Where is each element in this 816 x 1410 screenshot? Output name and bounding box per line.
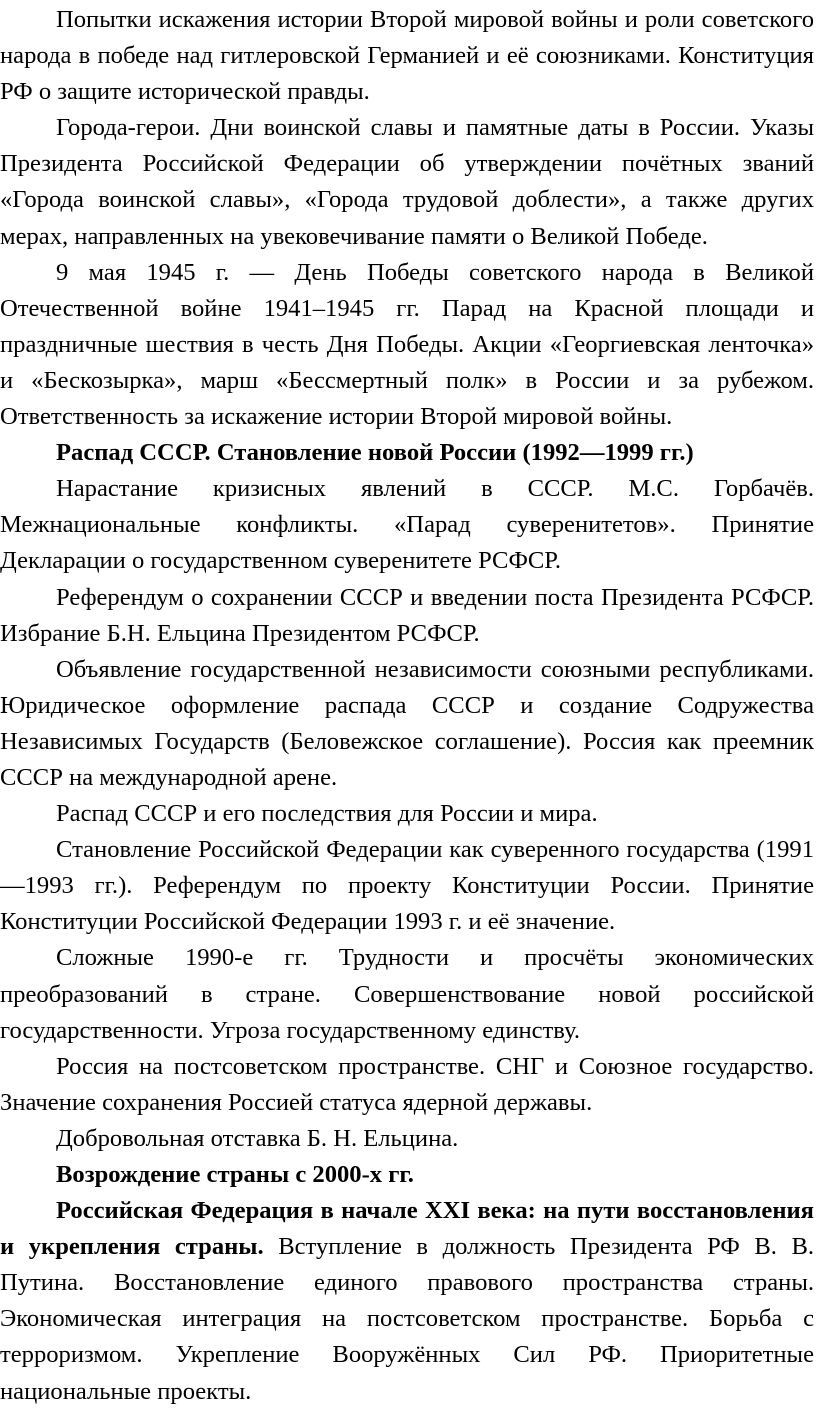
paragraph-yeltsin-resignation: Добровольная отставка Б. Н. Ельцина. [56, 1124, 459, 1152]
paragraph-21st-century [0, 1193, 814, 1410]
paragraph-collapse-consequences: Распад СССР и его последствия для России и мира. [56, 800, 598, 828]
paragraph-crisis-ussr: Нарастание кризисных явлений в СССР. М.С. Горбачёв. Межнациональные конфликты. «Парад суверенитетов». Принятие Декларации о государственном суверенитете РСФСР. [0, 475, 814, 575]
heading-ussr-collapse: Распад СССР. Становление новой России (1992—1999 гг.) [56, 439, 694, 467]
paragraph-wwii-distortion: Попытки искажения истории Второй мировой войны и роли советского народа в победе над гитлеровской Германией и её союзниками. Конституция РФ о защите исторической правды. [0, 6, 814, 106]
paragraph-difficult-1990s: Сложные 1990-е гг. Трудности и просчёты экономических преобразований в стране. Совершенствование новой российской государственности. Угроза государственному единству. [0, 944, 814, 1044]
paragraph-21st-century-body: Вступление в должность Президента РФ В. В. Путина. Восстановление единого правового пространства страны. Экономическая интеграция на постсоветском пространстве. Борьба с терроризмом. Укрепление Вооружённых Сил РФ. Приоритетные национальные проекты. [0, 1233, 814, 1405]
paragraph-21st-century-bold-lead: Российская Федерация в начале XXI века: на пути восстановления и укрепления страны. [0, 1197, 814, 1261]
paragraph-russian-federation: Становление Российской Федерации как суверенного государства (1991—1993 гг.). Референдум по проекту Конституции России. Принятие Конституции Российской Федерации 1993 г. и её значение. [0, 836, 814, 936]
heading-revival-2000s: Возрождение страны с 2000-х гг. [56, 1161, 414, 1188]
paragraph-independence: Объявление государственной независимости союзными республиками. Юридическое оформление распада СССР и создание Содружества Независимых Государств (Беловежское соглашение). Россия как преемник СССР на международной арене. [0, 655, 814, 791]
paragraph-hero-cities: Города-герои. Дни воинской славы и памятные даты в России. Указы Президента Российской Федерации об утверждении почётных званий «Города воинской славы», «Города трудовой доблести», а также других мерах, направленных на увековечивание памяти о Великой Победе. [0, 114, 814, 250]
paragraph-post-soviet-space: Россия на постсоветском пространстве. СНГ и Союзное государство. Значение сохранения Россией статуса ядерной державы. [0, 1052, 814, 1116]
paragraph-victory-day: 9 мая 1945 г. — День Победы советского народа в Великой Отечественной войне 1941–1945 гг. Парад на Красной площади и праздничные шествия в честь Дня Победы. Акции «Георгиевская ленточка» и «Бескозырка», марш «Бессмертный полк» в России и за рубежом. Ответственность за искажение истории Второй мировой войны. [0, 258, 814, 431]
paragraph-referendum-ussr: Референдум о сохранении СССР и введении поста Президента РСФСР. Избрание Б.Н. Ельцина Президентом РСФСР. [0, 583, 814, 647]
